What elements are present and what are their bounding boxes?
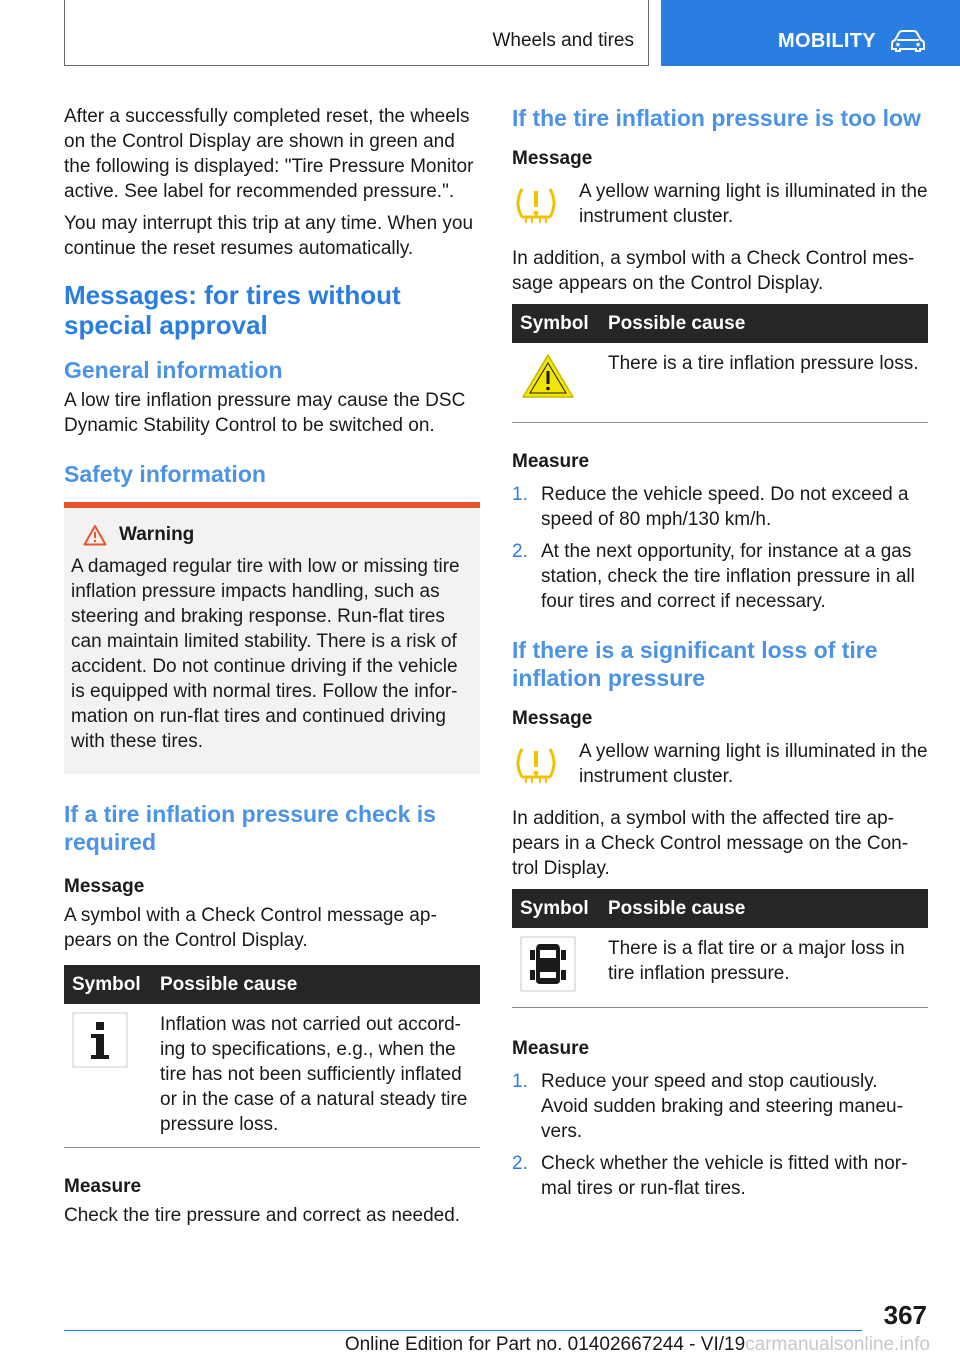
watermark-text: carmanualsonline.info [745,1334,930,1355]
symbol-table-low [512,304,928,423]
cause-cell: There is a flat tire or a major loss in tire inflation pressure. [608,938,905,984]
addition-text: In addition, a symbol with the affected tire ap-pears in a Check Control message on the Con-trol Display. [512,808,909,879]
warning-text: A damaged regular tire with low or missing tire inflation pressure impacts handling, such as steering and braking response. Run-flat tires can maintain limited stability. There is a risk of accident. Do not continue driving if the vehicle is equipped with normal tires. Follow the infor-mation on run-flat tires and continued driving with these tires. [71,556,460,752]
measure-steps-significant [512,1069,928,1201]
col-cause: Possible cause [160,973,298,995]
col-cause: Possible cause [608,897,746,919]
header-chapter-tab[interactable] [661,0,960,66]
table-row [512,928,928,1008]
warning-title-row [71,524,472,546]
list-item: 1. Reduce your speed and stop cautiously. Avoid sudden braking and steering maneu-vers. [512,1071,903,1142]
page-number: 367 [883,1300,927,1330]
addition-text: In addition, a symbol with a Check Control mes-sage appears on the Control Display. [512,248,915,294]
section-title: Wheels and tires [492,30,634,51]
message-label-significant: Message [512,708,593,729]
check-required-heading: If a tire inflation pressure check is required [64,801,436,855]
measure-label-low: Measure [512,451,590,472]
warning-light-row [512,179,928,232]
col-symbol: Symbol [520,897,589,919]
symbol-cell [512,936,608,997]
warning-light-row [512,739,928,792]
safety-info-heading: Safety information [64,461,266,487]
warning-triangle-icon [83,524,107,546]
list-item: 2. Check whether the vehicle is fitted with nor-mal tires or run-flat tires. [512,1153,908,1199]
footer-divider [64,1330,862,1331]
table-header [512,889,928,928]
tire-pressure-warning-light-icon [512,183,560,227]
table-row [512,343,928,423]
messages-heading: Messages: for tires without special approval [64,280,401,340]
warning-light-text: A yellow warning light is illuminated in the instrument cluster. [579,181,928,227]
symbol-table [64,965,480,1148]
list-item: 2. At the next opportunity, for instance at a gas station, check the tire inflation pressure in all four tires and correct if necessary. [512,541,915,612]
car-icon [891,30,925,52]
reset-paragraph: After a successfully completed reset, the wheels on the Control Display are shown in green and the following is displayed: "Tire Pressure Monitor active. See label for recommended pressure.". [64,106,474,202]
left-column [64,104,480,1235]
yellow-warning-triangle-icon [520,351,576,401]
measure-steps-low [512,482,928,614]
symbol-table-significant [512,889,928,1008]
symbol-cell [64,1012,160,1137]
edition-text: Online Edition for Part no. 01402667244 - VI/19 [344,1334,746,1355]
measure-text: Check the tire pressure and correct as needed. [64,1205,461,1226]
general-info-heading: General information [64,357,283,383]
warning-light-text: A yellow warning light is illuminated in the instrument cluster. [579,741,928,787]
cause-cell: There is a tire inflation pressure loss. [608,353,919,374]
col-symbol: Symbol [72,973,141,995]
info-symbol-icon [72,1012,128,1068]
table-row [64,1004,480,1148]
cause-cell: Inflation was not carried out accord-ing to specifications, e.g., when the tire has not been sufficiently inflated or in the case of a natural steady tire pressure loss. [160,1014,468,1135]
col-cause: Possible cause [608,312,746,334]
significant-loss-heading: If there is a significant loss of tire inflation pressure [512,637,878,691]
tire-pressure-warning-light-icon [512,743,560,787]
message-label-low: Message [512,148,593,169]
symbol-cell [512,351,608,406]
warning-title: Warning [119,524,195,545]
general-info-text: A low tire inflation pressure may cause the DSC Dynamic Stability Control to be switched on. [64,390,466,436]
table-header [64,965,480,1004]
interrupt-paragraph: You may interrupt this trip at any time. When you continue the reset resumes automatically. [64,213,474,259]
col-symbol: Symbol [520,312,589,334]
measure-label-significant: Measure [512,1038,590,1059]
list-item: 1. Reduce the vehicle speed. Do not exceed a speed of 80 mph/130 km/h. [512,484,909,530]
right-column [512,104,928,1208]
warning-box [64,502,480,774]
car-tire-layout-icon [520,936,576,992]
header-section-box [64,0,649,66]
chapter-title: MOBILITY [778,30,876,52]
footer-edition [345,1334,930,1356]
message-text: A symbol with a Check Control message ap-pears on the Control Display. [64,905,437,951]
message-label: Message [64,876,145,897]
measure-label: Measure [64,1176,142,1197]
too-low-heading: If the tire inflation pressure is too low [512,105,921,131]
table-header [512,304,928,343]
